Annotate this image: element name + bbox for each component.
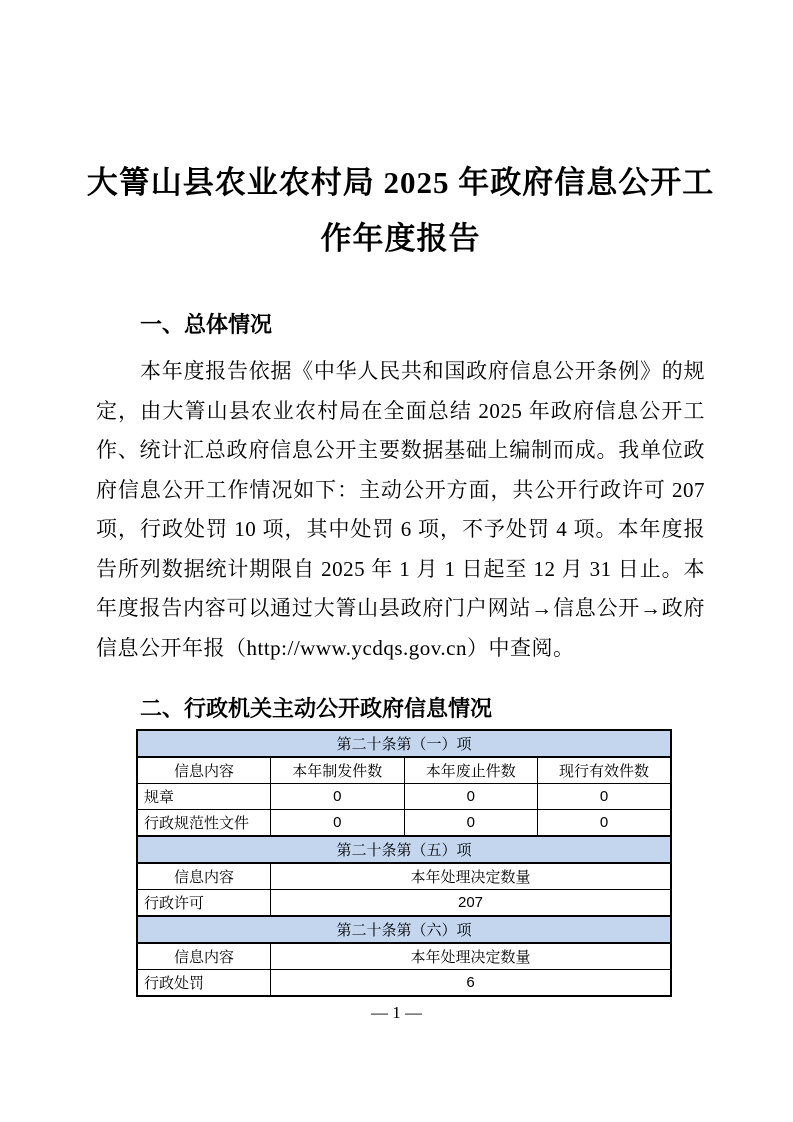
banner-row-article20-item1 — [137, 730, 671, 757]
header-row-item5 — [137, 863, 671, 890]
banner-article20-item1: 第二十条第（一）项 — [137, 730, 671, 757]
banner-article20-item6: 第二十条第（六）项 — [137, 916, 671, 943]
table-row-normative-documents — [137, 810, 671, 837]
header-cell-info-content-5: 信息内容 — [137, 863, 271, 890]
banner-row-article20-item6 — [137, 916, 671, 943]
row-label-regulations: 规章 — [137, 784, 271, 810]
value-normative-repealed: 0 — [404, 810, 538, 837]
banner-article20-item5: 第二十条第（五）项 — [137, 836, 671, 863]
header-cell-info-content: 信息内容 — [137, 757, 271, 784]
table-row-admin-penalty — [137, 970, 671, 997]
header-cell-issued: 本年制发件数 — [271, 757, 405, 784]
document-title — [86, 155, 715, 267]
header-cell-repealed: 本年废止件数 — [404, 757, 538, 784]
table-row-regulations — [137, 784, 671, 810]
overview-paragraph: 本年度报告依据《中华人民共和国政府信息公开条例》的规定，由大箐山县农业农村局在全面总结 2025 年政府信息公开工作、统计汇总政府信息公开主要数据基础上编制而成。我单位政府信息公开工作情况如下：主动公开方面，共公开行政许可 207 项，行政处罚 10 项，其中处罚 6 项，不予处罚 4 项。本年度报告所列数据统计期限自 2025 年 1 月 1 日起至 12 月 31 日止。本年度报告内容可以通过大箐山县政府门户网站→信息公开→政府信息公开年报（http://www.ycdqs.gov.cn）中查阅。 — [96, 359, 705, 660]
row-label-normative-documents: 行政规范性文件 — [137, 810, 271, 837]
row-label-admin-licensing: 行政许可 — [137, 890, 271, 917]
document-title-line1: 大箐山县农业农村局 2025 年政府信息公开工 — [86, 165, 715, 200]
header-row-item6 — [137, 943, 671, 970]
header-cell-decisions-5: 本年处理决定数量 — [271, 863, 672, 890]
value-regulations-issued: 0 — [271, 784, 405, 810]
section-one-heading: 一、总体情况 — [140, 312, 273, 337]
value-admin-licensing-count: 207 — [271, 890, 672, 917]
header-cell-decisions-6: 本年处理决定数量 — [271, 943, 672, 970]
row-label-admin-penalty: 行政处罚 — [137, 970, 271, 997]
banner-row-article20-item5 — [137, 836, 671, 863]
table-row-admin-licensing — [137, 890, 671, 917]
document-title-line2: 作年度报告 — [320, 221, 481, 256]
value-normative-in-effect: 0 — [538, 810, 672, 837]
value-admin-penalty-count: 6 — [271, 970, 672, 997]
disclosure-statistics-table — [136, 729, 672, 997]
value-regulations-repealed: 0 — [404, 784, 538, 810]
header-cell-info-content-6: 信息内容 — [137, 943, 271, 970]
page-number: — 1 — — [371, 1003, 422, 1022]
value-normative-issued: 0 — [271, 810, 405, 837]
value-regulations-in-effect: 0 — [538, 784, 672, 810]
header-row-item1 — [137, 757, 671, 784]
header-cell-in-effect: 现行有效件数 — [538, 757, 672, 784]
section-two-heading: 二、行政机关主动公开政府信息情况 — [140, 696, 493, 721]
